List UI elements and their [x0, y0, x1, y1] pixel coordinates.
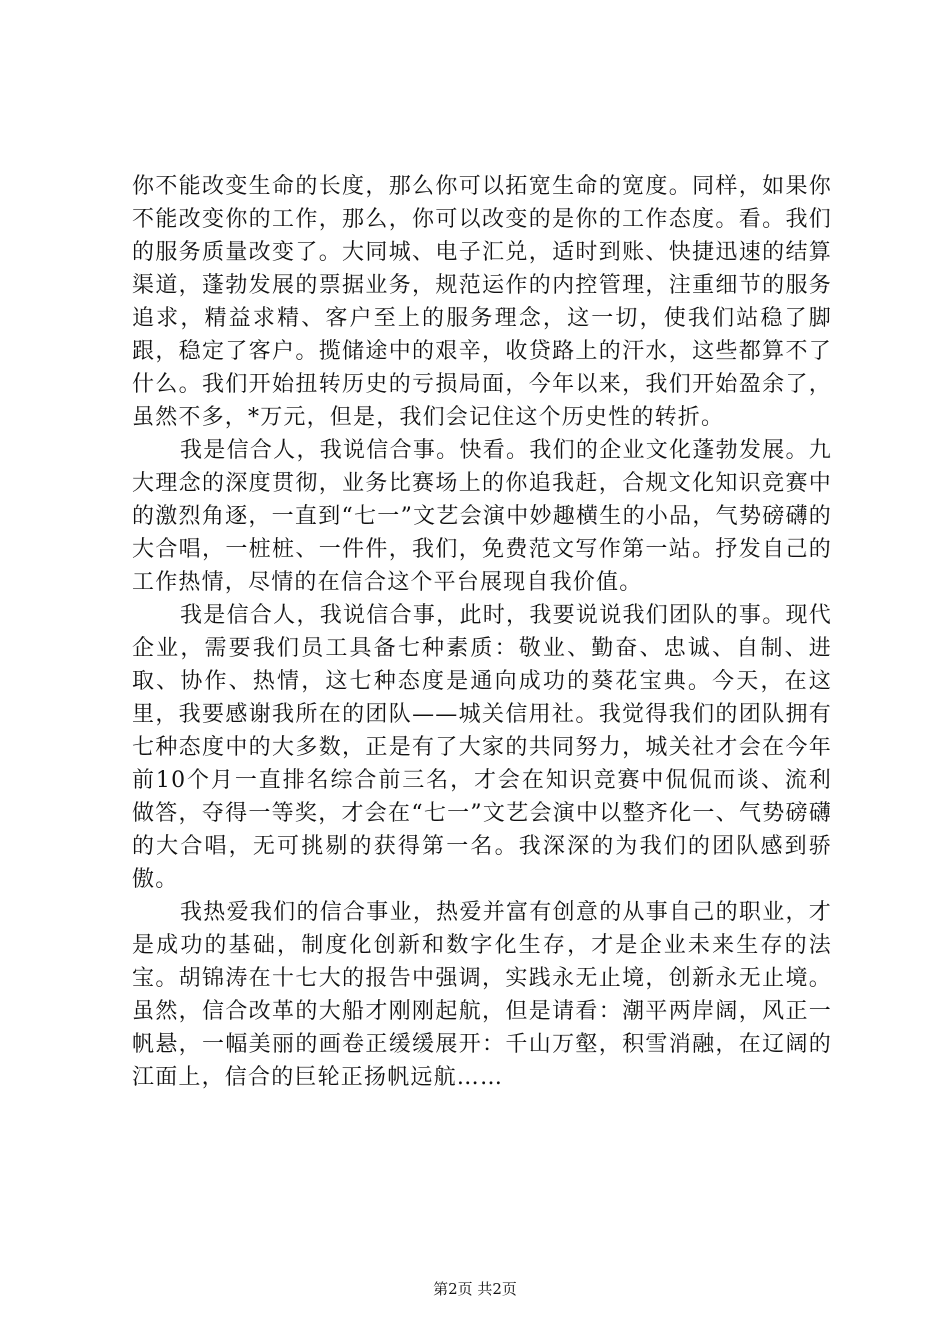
paragraph-1: 你不能改变生命的长度，那么你可以拓宽生命的宽度。同样，如果你不能改变你的工作，那么，你可以改变的是你的工作态度。看。我们的服务质量改变了。大同城、电子汇兑，适时到账、快捷迅速的结算渠道，蓬勃发展的票据业务，规范运作的内控管理，注重细节的服务追求，精益求精、客户至上的服务理念，这一切，使我们站稳了脚跟，稳定了客户。揽储途中的艰辛，收贷路上的汗水，这些都算不了什么。我们开始扭转历史的亏损局面，今年以来，我们开始盈余了，虽然不多，*万元，但是，我们会记住这个历史性的转折。 [132, 174, 832, 430]
paragraph-4: 我热爱我们的信合事业，热爱并富有创意的从事自己的职业，才是成功的基础，制度化创新和数字化生存，才是企业未来生存的法宝。胡锦涛在十七大的报告中强调，实践永无止境，创新永无止境。虽然，信合改革的大船才刚刚起航，但是请看：潮平两岸阔，风正一帆悬，一幅美丽的画卷正缓缓展开：千山万壑，积雪消融，在辽阔的江面上，信合的巨轮正扬帆远航…… [132, 900, 832, 1090]
page-footer: 第2页 共2页 [433, 1280, 517, 1298]
body-text [132, 170, 832, 1094]
paragraph-3: 我是信合人，我说信合事，此时，我要说说我们团队的事。现代企业，需要我们员工具备七种素质：敬业、勤奋、忠诚、自制、进取、协作、热情，这七种态度是通向成功的葵花宝典。今天，在这里，我要感谢我所在的团队——城关信用社。我觉得我们的团队拥有七种态度中的大多数，正是有了大家的共同努力，城关社才会在今年前10个月一直排名综合前三名，才会在知识竞赛中侃侃而谈、流利做答，夺得一等奖，才会在“七一”文艺会演中以整齐化一、气势磅礴的大合唱，无可挑剔的获得第一名。我深深的为我们的团队感到骄傲。 [132, 603, 832, 892]
paragraph-2: 我是信合人，我说信合事。快看。我们的企业文化蓬勃发展。九大理念的深度贯彻，业务比赛场上的你追我赶，合规文化知识竞赛中的激烈角逐，一直到“七一”文艺会演中妙趣横生的小品，气势磅礴的大合唱，一桩桩、一件件，我们，免费范文写作第一站。抒发自己的工作热情，尽情的在信合这个平台展现自我价值。 [132, 438, 832, 595]
